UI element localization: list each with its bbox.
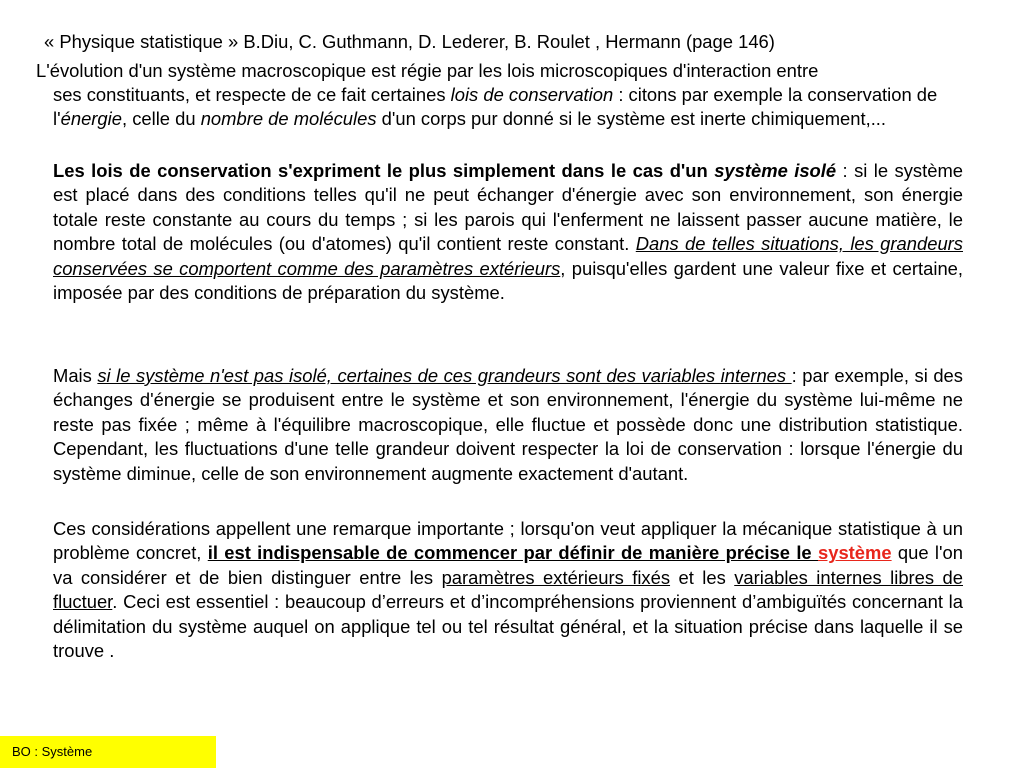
reference-citation: « Physique statistique » B.Diu, C. Guthmann, D. Lederer, B. Roulet , Hermann (page 146) [44,31,775,52]
paragraph-systeme-isole [53,159,963,305]
paragraph-text: Mais [53,365,98,386]
red-highlight-systeme: système [817,542,892,564]
paragraph-text: : par exemple, si des échanges d'énergie se produisent entre le système et son environnement, l'énergie du système lui-même ne reste pas fixée ; même à l'équilibre macroscopique, elle fluctue et possède donc une distribution statistique. Cependant, les fluctuations d'une telle grandeur doivent respecter la loi de conservation : lorsque l'énergie du système diminue, celle de son environnement augmente exactement d'autant. [53,365,963,484]
paragraph-text: : si le système est placé dans des conditions telles qu'il ne peut échanger d'énergie avec son environnement, son énergie totale reste constante au cours du temps ; si les parois qui l'enferment ne laissent passer aucune matière, le nombre total de molécules (ou d'atomes) qu'il contient reste constant. [53,160,963,255]
paragraph-text: que l'on va considérer et de bien distinguer entre les [53,542,963,588]
italic-underlined-statement: Dans de telles situations, les grandeurs conservées se comportent comme des paramètres extérieurs [53,233,963,279]
paragraph-text: , puisqu'elles gardent une valeur fixe et certaine, imposée par des conditions de préparation du système. [53,257,964,304]
footer-label: BO : Système [0,736,216,768]
intro-emphasis-molecules: nombre de molécules [200,108,377,130]
paragraph-considerations [53,517,963,663]
underlined-term-parametres: paramètres extérieurs fixés [441,566,671,588]
bold-underlined-statement: il est indispensable de commencer par définir de manière précise le [207,542,818,564]
underlined-term-variables: variables internes libres de fluctuer [53,566,963,613]
intro-first-line: L'évolution d'un système macroscopique est régie par les lois microscopiques d'interaction entre [36,60,819,81]
paragraph-text: . Ceci est essentiel : beaucoup d’erreurs et d’incompréhensions proviennent d’ambiguïtés concernant la délimitation du système auquel on applique tel ou tel résultat général, et la situation précise dans laquelle il se trouve . [53,591,963,662]
intro-emphasis-energie: énergie [60,108,122,130]
intro-emphasis-conservation: lois de conservation [450,84,614,105]
intro-text: d'un corps pur donné si le système est inerte chimiquement,... [376,108,887,130]
intro-paragraph [53,83,963,132]
intro-text: : citons par exemple la conservation de l' [53,84,938,130]
paragraph-text: et les [670,566,735,588]
bold-lead: Les lois de conservation s'expriment le plus simplement dans le cas d'un [53,160,715,181]
intro-text: , celle du [121,108,201,130]
intro-text: ses constituants, et respecte de ce fait certaines [53,84,451,105]
paragraph-text: Ces considérations appellent une remarque importante ; lorsqu'on veut appliquer la mécanique statistique à un problème concret, [53,518,963,564]
italic-underlined-statement: si le système n'est pas isolé, certaines de ces grandeurs sont des variables internes [97,365,792,386]
paragraph-non-isole [53,364,963,486]
bold-italic-term: système isolé [714,160,837,181]
